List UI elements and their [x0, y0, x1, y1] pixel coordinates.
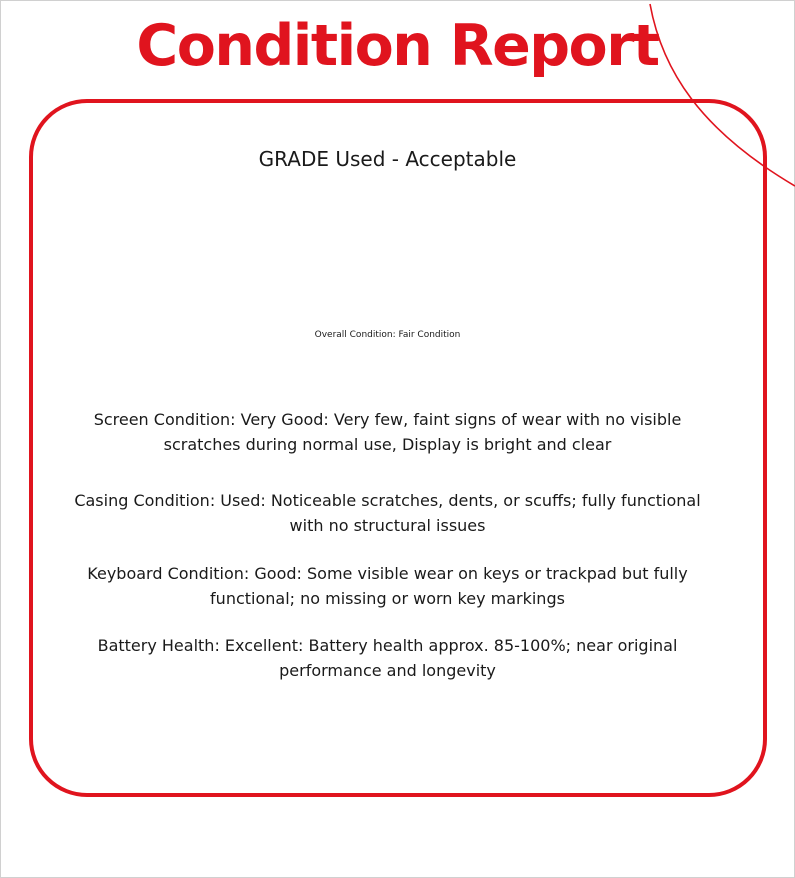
casing-condition: Casing Condition: Used: Noticeable scratches, dents, or scuffs; fully functional with no structural issues: [74, 491, 701, 535]
overall-condition: Overall Condition: Fair Condition: [314, 330, 461, 340]
screen-condition: Screen Condition: Very Good: Very few, faint signs of wear with no visible scratches during normal use, Display is bright and clear: [93, 410, 682, 454]
report-title: Condition Report: [136, 13, 659, 79]
keyboard-condition: Keyboard Condition: Good: Some visible wear on keys or trackpad but fully functional; no missing or worn key markings: [87, 564, 688, 608]
grade-label: GRADE Used - Acceptable: [258, 147, 517, 171]
battery-health: Battery Health: Excellent: Battery health approx. 85-100%; near original performance and longevity: [97, 636, 678, 680]
